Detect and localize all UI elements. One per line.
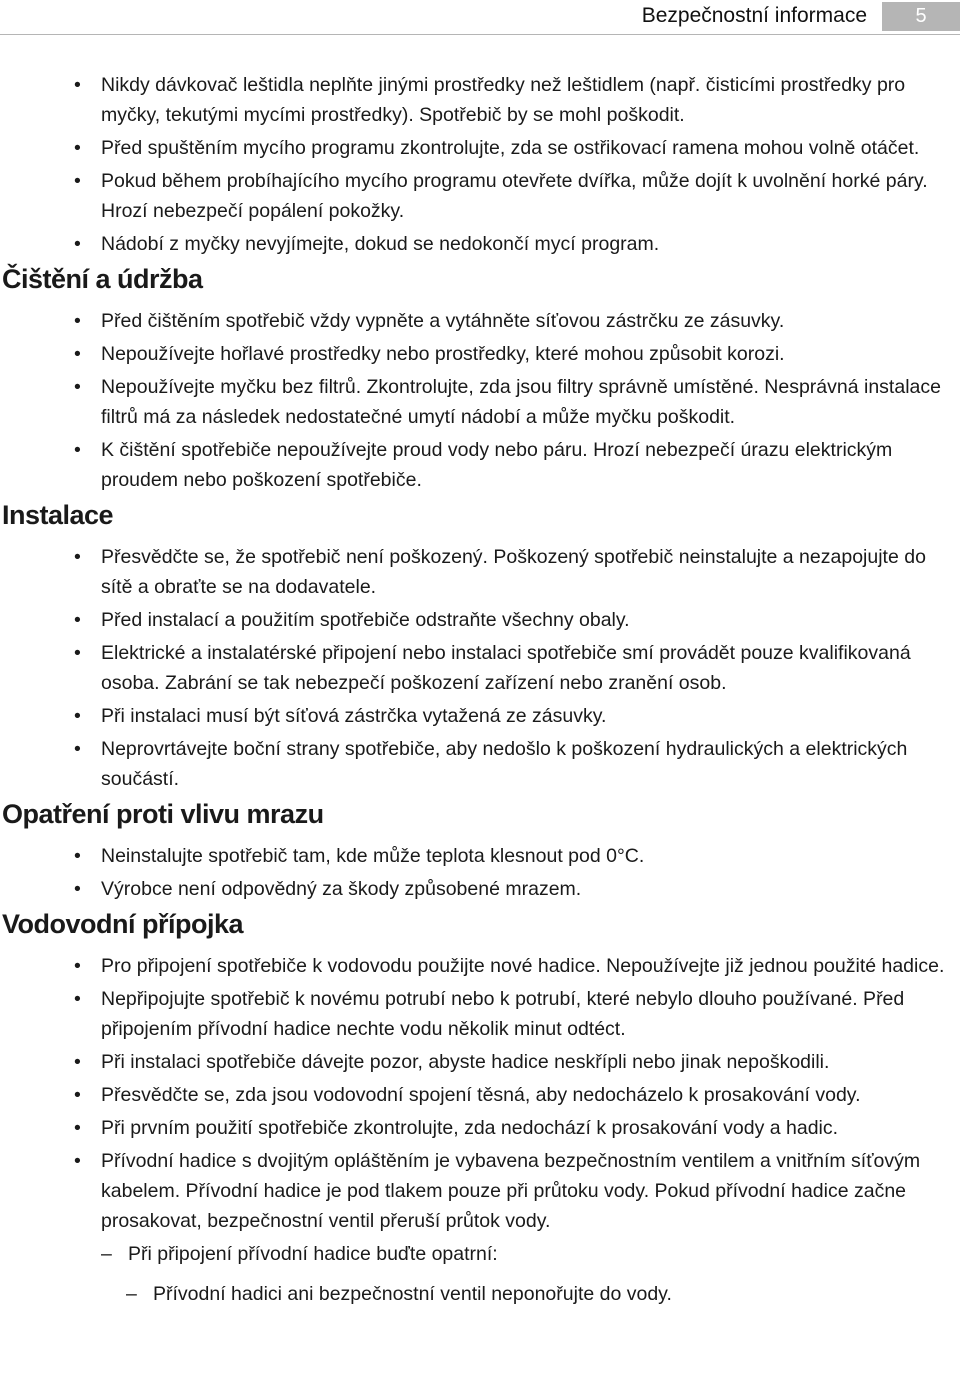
list-item: • Neinstalujte spotřebič tam, kde může teplota klesnout pod 0°C. (101, 841, 951, 871)
list-item: • Před spuštěním mycího programu zkontrolujte, zda se ostřikovací ramena mohou volně otáčet. (101, 133, 951, 163)
list-item: • Před instalací a použitím spotřebiče odstraňte všechny obaly. (101, 605, 951, 635)
list-item: • Nepoužívejte hořlavé prostředky nebo prostředky, které mohou způsobit korozi. (101, 339, 951, 369)
list-item: • Neprovrtávejte boční strany spotřebiče, aby nedošlo k poškození hydraulických a elektrických součástí. (101, 734, 951, 794)
cleaning-list (101, 306, 951, 495)
list-item: • Nikdy dávkovač leštidla neplňte jinými prostředky než leštidlem (např. čisticími prostředky pro myčky, tekutými mycími prostředky). Spotřebič by se mohl poškodit. (101, 70, 951, 130)
frost-list (101, 841, 951, 904)
header-title: Bezpečnostní informace (641, 4, 867, 27)
section-heading-water: Vodovodní přípojka (2, 909, 244, 939)
page-number: 5 (882, 2, 960, 31)
list-item: • Před čištěním spotřebič vždy vypněte a vytáhněte síťovou zástrčku ze zásuvky. (101, 306, 951, 336)
list-item: • Elektrické a instalatérské připojení nebo instalaci spotřebiče smí provádět pouze kvalifikovaná osoba. Zabrání se tak nebezpečí poškození zařízení nebo zranění osob. (101, 638, 951, 698)
header-divider (0, 34, 960, 35)
list-item: • Pokud během probíhajícího mycího programu otevřete dvířka, může dojít k uvolnění horké páry. Hrozí nebezpečí popálení pokožky. (101, 166, 951, 226)
section-heading-installation: Instalace (2, 500, 114, 530)
list-item: • Přesvědčte se, zda jsou vodovodní spojení těsná, aby nedocházelo k prosakování vody. (101, 1080, 951, 1110)
sub-list-item: – Při připojení přívodní hadice buďte opatrní: (101, 1239, 921, 1269)
sub-sub-list-item: – Přívodní hadici ani bezpečnostní ventil neponořujte do vody. (126, 1279, 946, 1309)
page-header (0, 0, 960, 36)
list-item: • Při instalaci musí být síťová zástrčka vytažená ze zásuvky. (101, 701, 951, 731)
list-item: • Při instalaci spotřebiče dávejte pozor, abyste hadice neskřípli nebo jinak nepoškodili. (101, 1047, 951, 1077)
list-item: • Nepřipojujte spotřebič k novému potrubí nebo k potrubí, které nebylo dlouho používané. Před připojením přívodní hadice nechte vodu několik minut odtéct. (101, 984, 951, 1044)
list-item: • Nepoužívejte myčku bez filtrů. Zkontrolujte, zda jsou filtry správně umístěné. Nesprávná instalace filtrů má za následek nedostatečné umytí nádobí a může myčku poškodit. (101, 372, 951, 432)
installation-list (101, 542, 951, 794)
list-item: • Přesvědčte se, že spotřebič není poškozený. Poškozený spotřebič neinstalujte a nezapojujte do sítě a obraťte se na dodavatele. (101, 542, 951, 602)
list-item: • Při prvním použití spotřebiče zkontrolujte, zda nedochází k prosakování vody a hadic. (101, 1113, 951, 1143)
list-item: • Pro připojení spotřebiče k vodovodu použijte nové hadice. Nepoužívejte již jednou použité hadice. (101, 951, 951, 981)
intro-list (101, 70, 951, 259)
list-item: • Výrobce není odpovědný za škody způsobené mrazem. (101, 874, 951, 904)
water-list (101, 951, 951, 1236)
water-sub-sub-list (126, 1279, 946, 1309)
section-heading-cleaning: Čištění a údržba (2, 264, 203, 294)
list-item: • Přívodní hadice s dvojitým opláštěním je vybavena bezpečnostním ventilem a vnitřním síťovým kabelem. Přívodní hadice je pod tlakem pouze při průtoku vody. Pokud přívodní hadice začne prosakovat, bezpečnostní ventil přeruší průtok vody. (101, 1146, 951, 1236)
page-content (0, 70, 960, 1319)
list-item: • Nádobí z myčky nevyjímejte, dokud se nedokončí mycí program. (101, 229, 951, 259)
section-heading-frost: Opatření proti vlivu mrazu (2, 799, 324, 829)
list-item: • K čištění spotřebiče nepoužívejte proud vody nebo páru. Hrozí nebezpečí úrazu elektrickým proudem nebo poškození spotřebiče. (101, 435, 951, 495)
water-sub-list (101, 1239, 921, 1269)
